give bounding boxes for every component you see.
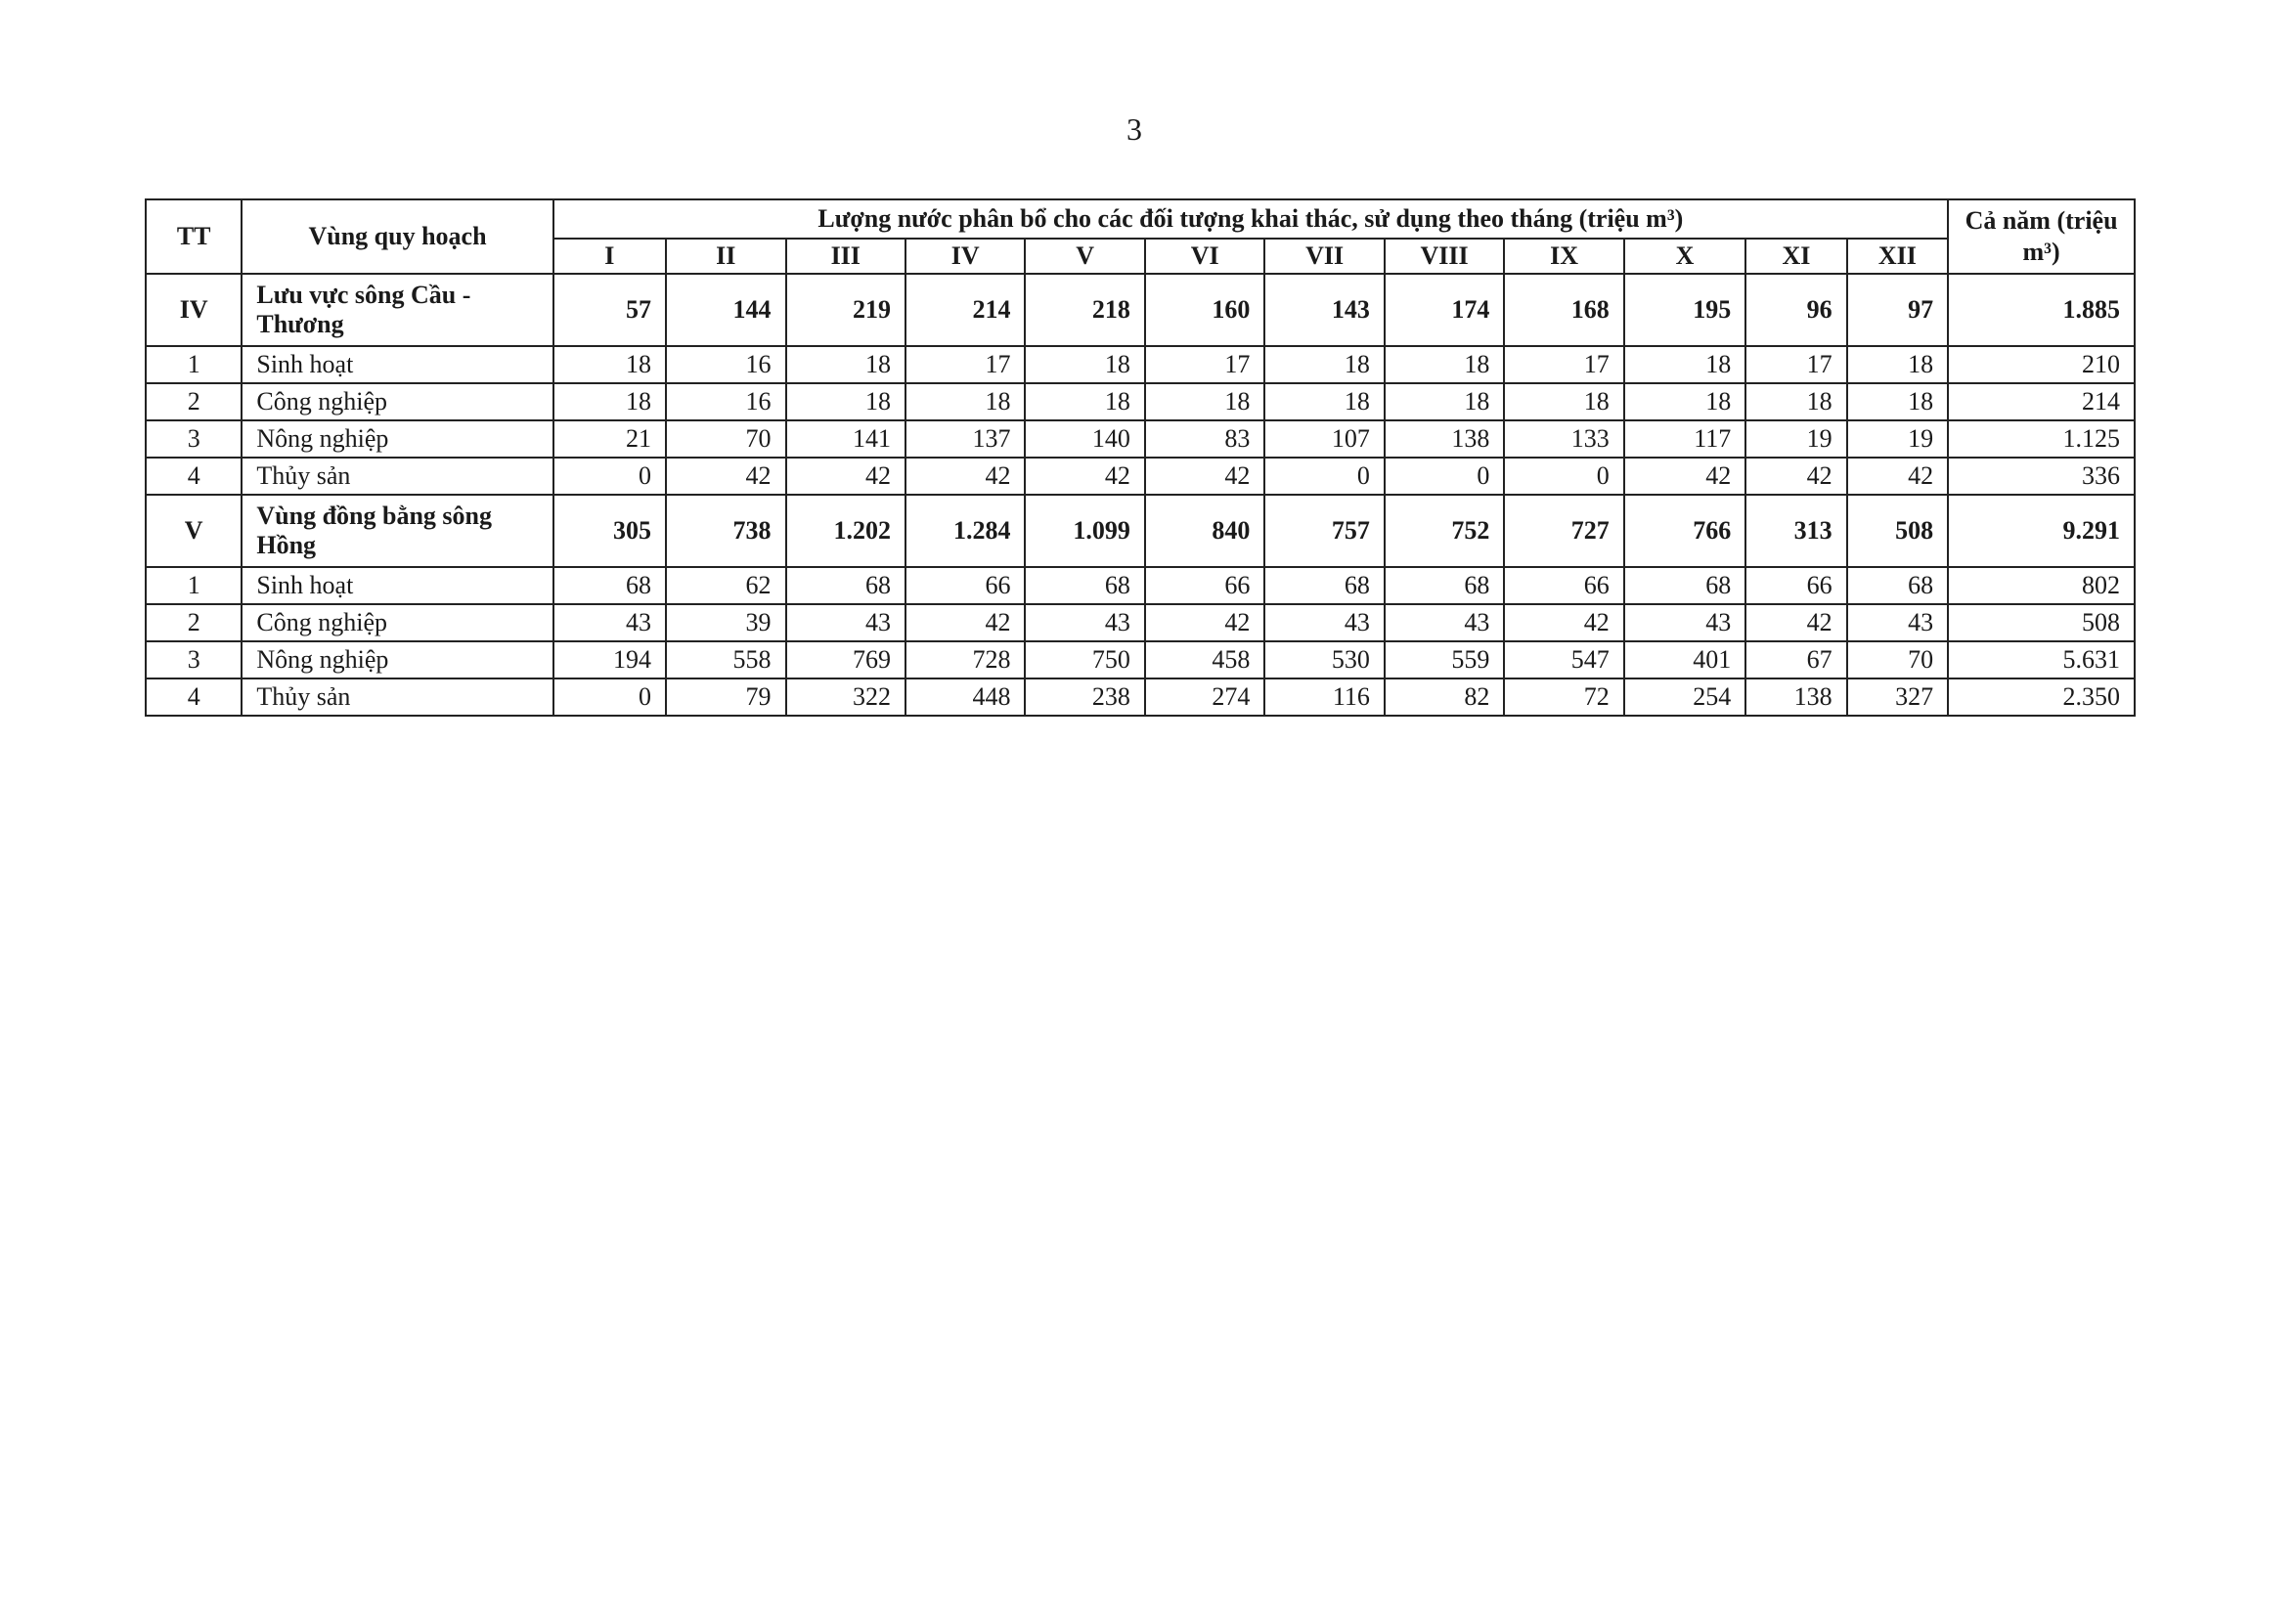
month-value-cell: 218 xyxy=(1025,274,1144,346)
month-value-cell: 68 xyxy=(786,567,905,604)
annual-total-cell: 2.350 xyxy=(1948,678,2135,716)
month-value-cell: 16 xyxy=(666,383,785,420)
month-value-cell: 43 xyxy=(1025,604,1144,641)
row-name: Nông nghiệp xyxy=(242,641,552,678)
month-value-cell: 96 xyxy=(1745,274,1846,346)
header-month: V xyxy=(1025,239,1144,274)
month-value-cell: 274 xyxy=(1145,678,1264,716)
month-value-cell: 238 xyxy=(1025,678,1144,716)
month-value-cell: 254 xyxy=(1624,678,1745,716)
header-annual-total: Cả năm (triệu m³) xyxy=(1948,199,2135,274)
month-value-cell: 195 xyxy=(1624,274,1745,346)
month-value-cell: 43 xyxy=(1385,604,1504,641)
month-value-cell: 728 xyxy=(905,641,1025,678)
month-value-cell: 18 xyxy=(553,346,666,383)
month-value-cell: 42 xyxy=(1624,458,1745,495)
row-name: Sinh hoạt xyxy=(242,567,552,604)
month-value-cell: 305 xyxy=(553,495,666,567)
month-value-cell: 43 xyxy=(786,604,905,641)
month-value-cell: 750 xyxy=(1025,641,1144,678)
header-tt: TT xyxy=(146,199,242,274)
month-value-cell: 57 xyxy=(553,274,666,346)
month-value-cell: 140 xyxy=(1025,420,1144,458)
month-value-cell: 17 xyxy=(1745,346,1846,383)
region-row xyxy=(146,274,2135,346)
month-value-cell: 727 xyxy=(1504,495,1623,567)
month-value-cell: 194 xyxy=(553,641,666,678)
month-value-cell: 68 xyxy=(1385,567,1504,604)
month-value-cell: 18 xyxy=(553,383,666,420)
header-month: VII xyxy=(1264,239,1384,274)
category-row xyxy=(146,458,2135,495)
month-value-cell: 138 xyxy=(1385,420,1504,458)
month-value-cell: 117 xyxy=(1624,420,1745,458)
month-value-cell: 313 xyxy=(1745,495,1846,567)
month-value-cell: 757 xyxy=(1264,495,1384,567)
category-row xyxy=(146,678,2135,716)
month-value-cell: 18 xyxy=(1145,383,1264,420)
month-value-cell: 1.099 xyxy=(1025,495,1144,567)
row-tt: 1 xyxy=(146,346,242,383)
month-value-cell: 18 xyxy=(1264,346,1384,383)
month-value-cell: 0 xyxy=(553,458,666,495)
header-month: I xyxy=(553,239,666,274)
month-value-cell: 17 xyxy=(905,346,1025,383)
row-tt: IV xyxy=(146,274,242,346)
month-value-cell: 17 xyxy=(1145,346,1264,383)
month-value-cell: 66 xyxy=(1504,567,1623,604)
month-value-cell: 42 xyxy=(666,458,785,495)
month-value-cell: 1.202 xyxy=(786,495,905,567)
month-value-cell: 68 xyxy=(1025,567,1144,604)
month-value-cell: 18 xyxy=(1624,346,1745,383)
month-value-cell: 168 xyxy=(1504,274,1623,346)
row-tt: 3 xyxy=(146,420,242,458)
month-value-cell: 66 xyxy=(1145,567,1264,604)
month-value-cell: 43 xyxy=(1264,604,1384,641)
annual-total-cell: 5.631 xyxy=(1948,641,2135,678)
month-value-cell: 18 xyxy=(1385,383,1504,420)
row-name: Công nghiệp xyxy=(242,604,552,641)
category-row xyxy=(146,567,2135,604)
month-value-cell: 448 xyxy=(905,678,1025,716)
month-value-cell: 174 xyxy=(1385,274,1504,346)
month-value-cell: 43 xyxy=(553,604,666,641)
row-name: Công nghiệp xyxy=(242,383,552,420)
month-value-cell: 401 xyxy=(1624,641,1745,678)
month-value-cell: 17 xyxy=(1504,346,1623,383)
month-value-cell: 19 xyxy=(1745,420,1846,458)
month-value-cell: 42 xyxy=(786,458,905,495)
annual-total-cell: 210 xyxy=(1948,346,2135,383)
month-value-cell: 72 xyxy=(1504,678,1623,716)
month-value-cell: 219 xyxy=(786,274,905,346)
month-value-cell: 738 xyxy=(666,495,785,567)
month-value-cell: 18 xyxy=(1847,383,1948,420)
month-value-cell: 42 xyxy=(1745,458,1846,495)
row-name: Sinh hoạt xyxy=(242,346,552,383)
month-value-cell: 214 xyxy=(905,274,1025,346)
month-value-cell: 18 xyxy=(1745,383,1846,420)
month-value-cell: 39 xyxy=(666,604,785,641)
category-row xyxy=(146,641,2135,678)
header-month: IV xyxy=(905,239,1025,274)
header-month: VI xyxy=(1145,239,1264,274)
month-value-cell: 547 xyxy=(1504,641,1623,678)
month-value-cell: 43 xyxy=(1624,604,1745,641)
month-value-cell: 107 xyxy=(1264,420,1384,458)
table-body xyxy=(146,274,2135,716)
month-value-cell: 42 xyxy=(1847,458,1948,495)
month-value-cell: 18 xyxy=(1504,383,1623,420)
month-value-cell: 137 xyxy=(905,420,1025,458)
annual-total-cell: 9.291 xyxy=(1948,495,2135,567)
row-tt: 2 xyxy=(146,383,242,420)
month-value-cell: 18 xyxy=(1025,383,1144,420)
annual-total-cell: 802 xyxy=(1948,567,2135,604)
header-monthly-group: Lượng nước phân bổ cho các đối tượng khai thác, sử dụng theo tháng (triệu m³) xyxy=(553,199,1949,239)
month-value-cell: 160 xyxy=(1145,274,1264,346)
month-value-cell: 0 xyxy=(1504,458,1623,495)
row-tt: 4 xyxy=(146,678,242,716)
water-allocation-table xyxy=(145,198,2136,717)
row-tt: 3 xyxy=(146,641,242,678)
annual-total-cell: 214 xyxy=(1948,383,2135,420)
month-value-cell: 68 xyxy=(1847,567,1948,604)
month-value-cell: 508 xyxy=(1847,495,1948,567)
month-value-cell: 143 xyxy=(1264,274,1384,346)
month-value-cell: 42 xyxy=(1504,604,1623,641)
month-value-cell: 16 xyxy=(666,346,785,383)
month-value-cell: 752 xyxy=(1385,495,1504,567)
month-value-cell: 83 xyxy=(1145,420,1264,458)
month-value-cell: 18 xyxy=(786,383,905,420)
month-value-cell: 42 xyxy=(905,604,1025,641)
month-value-cell: 70 xyxy=(666,420,785,458)
month-value-cell: 840 xyxy=(1145,495,1264,567)
month-value-cell: 68 xyxy=(1264,567,1384,604)
month-value-cell: 133 xyxy=(1504,420,1623,458)
row-tt: 2 xyxy=(146,604,242,641)
month-value-cell: 42 xyxy=(1025,458,1144,495)
month-value-cell: 97 xyxy=(1847,274,1948,346)
header-month: III xyxy=(786,239,905,274)
month-value-cell: 141 xyxy=(786,420,905,458)
month-value-cell: 766 xyxy=(1624,495,1745,567)
month-value-cell: 18 xyxy=(1025,346,1144,383)
row-tt: 1 xyxy=(146,567,242,604)
month-value-cell: 0 xyxy=(1385,458,1504,495)
header-month: II xyxy=(666,239,785,274)
month-value-cell: 530 xyxy=(1264,641,1384,678)
month-value-cell: 769 xyxy=(786,641,905,678)
month-value-cell: 322 xyxy=(786,678,905,716)
month-value-cell: 68 xyxy=(1624,567,1745,604)
month-value-cell: 66 xyxy=(905,567,1025,604)
row-name: Nông nghiệp xyxy=(242,420,552,458)
month-value-cell: 0 xyxy=(1264,458,1384,495)
month-value-cell: 62 xyxy=(666,567,785,604)
month-value-cell: 327 xyxy=(1847,678,1948,716)
region-row xyxy=(146,495,2135,567)
month-value-cell: 42 xyxy=(1145,458,1264,495)
header-month: XI xyxy=(1745,239,1846,274)
month-value-cell: 42 xyxy=(1145,604,1264,641)
row-name: Thủy sản xyxy=(242,458,552,495)
month-value-cell: 79 xyxy=(666,678,785,716)
month-value-cell: 18 xyxy=(1264,383,1384,420)
month-value-cell: 18 xyxy=(1847,346,1948,383)
month-value-cell: 1.284 xyxy=(905,495,1025,567)
month-value-cell: 18 xyxy=(786,346,905,383)
month-value-cell: 43 xyxy=(1847,604,1948,641)
month-value-cell: 138 xyxy=(1745,678,1846,716)
month-value-cell: 70 xyxy=(1847,641,1948,678)
month-value-cell: 558 xyxy=(666,641,785,678)
page-number: 3 xyxy=(1126,111,1142,147)
month-value-cell: 42 xyxy=(905,458,1025,495)
header-month: XII xyxy=(1847,239,1948,274)
month-value-cell: 458 xyxy=(1145,641,1264,678)
annual-total-cell: 508 xyxy=(1948,604,2135,641)
month-value-cell: 21 xyxy=(553,420,666,458)
category-row xyxy=(146,604,2135,641)
header-month: VIII xyxy=(1385,239,1504,274)
header-row-1 xyxy=(146,199,2135,239)
month-value-cell: 18 xyxy=(1624,383,1745,420)
month-value-cell: 559 xyxy=(1385,641,1504,678)
month-value-cell: 68 xyxy=(553,567,666,604)
annual-total-cell: 1.125 xyxy=(1948,420,2135,458)
header-month: X xyxy=(1624,239,1745,274)
header-month: IX xyxy=(1504,239,1623,274)
category-row xyxy=(146,346,2135,383)
category-row xyxy=(146,420,2135,458)
row-tt: 4 xyxy=(146,458,242,495)
month-value-cell: 116 xyxy=(1264,678,1384,716)
annual-total-cell: 1.885 xyxy=(1948,274,2135,346)
month-value-cell: 18 xyxy=(905,383,1025,420)
row-name: Lưu vực sông Cầu - Thương xyxy=(242,274,552,346)
month-value-cell: 0 xyxy=(553,678,666,716)
category-row xyxy=(146,383,2135,420)
header-region: Vùng quy hoạch xyxy=(242,199,552,274)
month-value-cell: 66 xyxy=(1745,567,1846,604)
row-name: Thủy sản xyxy=(242,678,552,716)
month-value-cell: 144 xyxy=(666,274,785,346)
annual-total-cell: 336 xyxy=(1948,458,2135,495)
row-name: Vùng đồng bằng sông Hồng xyxy=(242,495,552,567)
month-value-cell: 19 xyxy=(1847,420,1948,458)
month-value-cell: 82 xyxy=(1385,678,1504,716)
month-value-cell: 18 xyxy=(1385,346,1504,383)
month-value-cell: 42 xyxy=(1745,604,1846,641)
month-value-cell: 67 xyxy=(1745,641,1846,678)
row-tt: V xyxy=(146,495,242,567)
